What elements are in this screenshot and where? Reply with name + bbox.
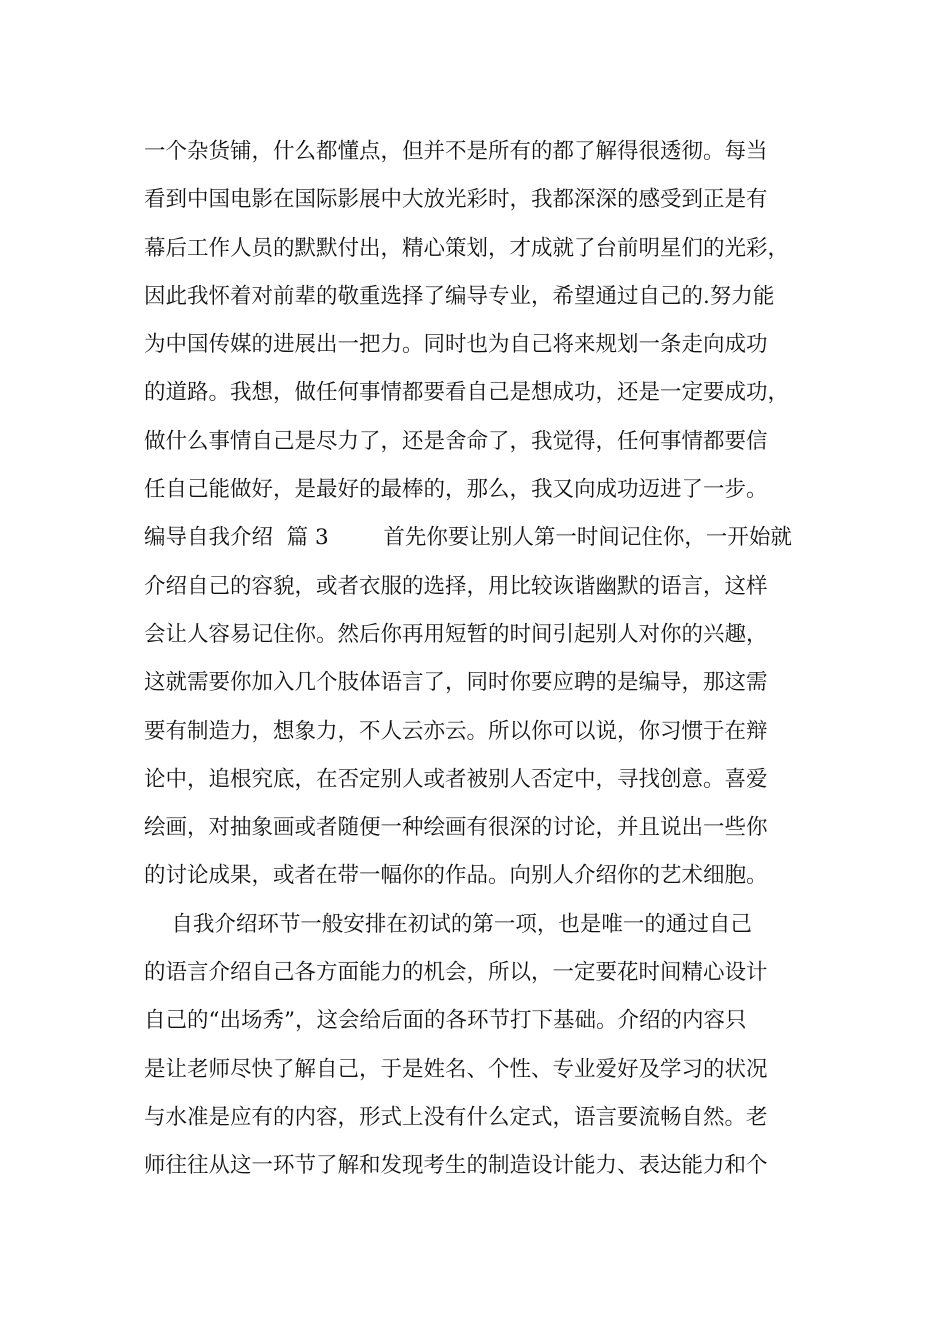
text-line: 因此我怀着对前辈的敬重选择了编导专业，希望通过自己的.努力能 [144,283,775,309]
paragraph-start-line: 自我介绍环节一般安排在初试的第一项，也是唯一的通过自己 [144,911,752,937]
text-line: 会让人容易记住你。然后你再用短暂的时间引起别人对你的兴趣， [144,621,768,647]
text-line: 做什么事情自己是尽力了，还是舍命了，我觉得，任何事情都要信 [144,428,768,454]
section-heading-line: 编导自我介绍 篇 3 首先你要让别人第一时间记住你，一开始就 [144,525,792,551]
text-line: 看到中国电影在国际影展中大放光彩时，我都深深的感受到正是有 [144,187,768,213]
text-line: 的语言介绍自己各方面能力的机会，所以，一定要花时间精心设计 [144,960,768,986]
text-line: 要有制造力，想象力，不人云亦云。所以你可以说，你习惯于在辩 [144,718,768,744]
body-text [144,134,824,1197]
text-line: 的讨论成果，或者在带一幅你的作品。向别人介绍你的艺术细胞。 [144,863,768,889]
text-line: 论中，追根究底，在否定别人或者被别人否定中，寻找创意。喜爱 [144,766,768,792]
text-line: 这就需要你加入几个肢体语言了，同时你要应聘的是编导，那这需 [144,670,768,696]
text-line: 师往往从这一环节了解和发现考生的制造设计能力、表达能力和个 [144,1153,768,1179]
text-line: 与水准是应有的内容，形式上没有什么定式，语言要流畅自然。老 [144,1104,768,1130]
text-line: 是让老师尽快了解自己，于是姓名、个性、专业爱好及学习的状况 [144,1056,768,1082]
text-line: 的道路。我想，做任何事情都要看自己是想成功，还是一定要成功， [144,380,790,406]
text-line: 为中国传媒的进展出一把力。同时也为自己将来规划一条走向成功 [144,332,768,358]
text-line: 一个杂货铺，什么都懂点，但并不是所有的都了解得很透彻。每当 [144,139,768,164]
text-line: 任自己能做好，是最好的最棒的，那么，我又向成功迈进了一步。 [144,477,768,503]
text-line: 介绍自己的容貌，或者衣服的选择，用比较诙谐幽默的语言，这样 [144,573,768,599]
text-line: 自己的“出场秀”，这会给后面的各环节打下基础。介绍的内容只 [144,1008,747,1034]
text-line: 幕后工作人员的默默付出，精心策划，才成就了台前明星们的光彩， [144,235,790,261]
text-line: 绘画，对抽象画或者随便一种绘画有很深的讨论，并且说出一些你 [144,815,768,841]
